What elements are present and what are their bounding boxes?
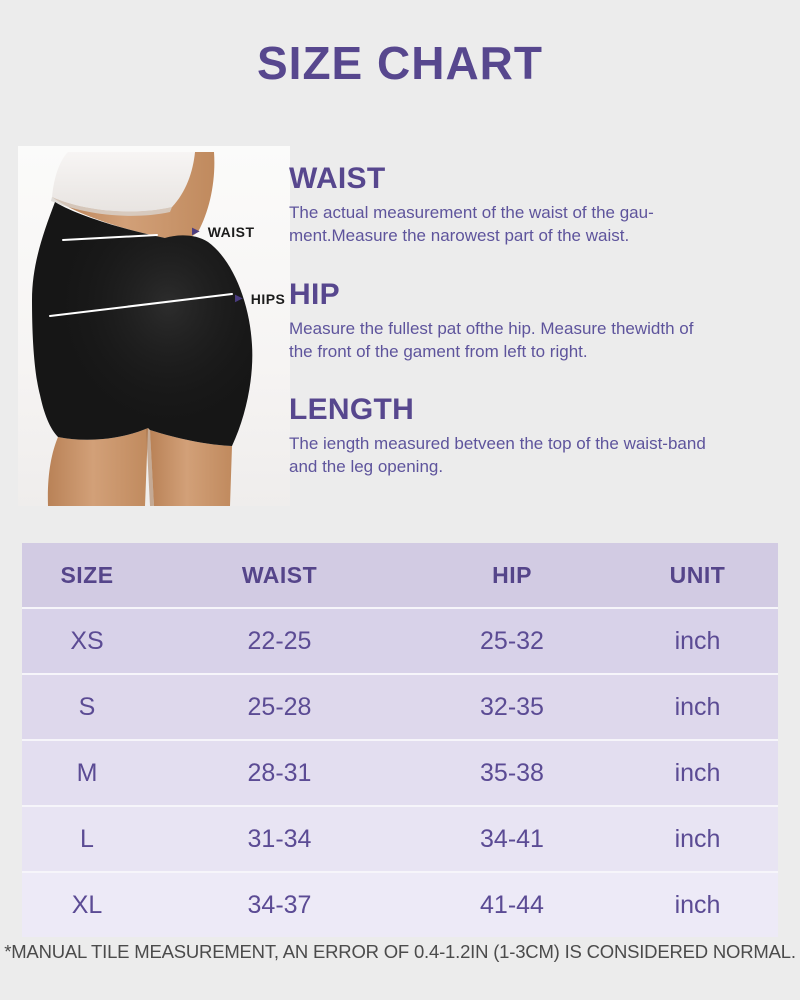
- waist-callout-label: WAIST: [207, 224, 255, 240]
- waist-callout: [192, 224, 255, 240]
- model-photo: [18, 146, 290, 506]
- cell-hip: 35-38: [480, 758, 544, 787]
- table-row-s: [22, 675, 778, 739]
- table-row-l: [22, 807, 778, 871]
- cell-size: M: [76, 758, 98, 787]
- col-header-size: SIZE: [60, 561, 114, 588]
- triangle-right-icon: ▶: [192, 226, 200, 237]
- cell-waist: 34-37: [247, 890, 312, 919]
- cell-unit: inch: [674, 824, 721, 853]
- hips-callout: [235, 291, 285, 307]
- hips-callout-label: HIPS: [250, 291, 286, 307]
- cell-waist: 31-34: [247, 824, 312, 853]
- cell-size: XS: [70, 626, 104, 655]
- table-row-xl: [22, 873, 778, 937]
- cell-size: L: [80, 824, 94, 853]
- section-hip-heading: HIP: [289, 278, 340, 311]
- cell-size: S: [78, 692, 96, 721]
- table-header-row: [22, 543, 778, 607]
- section-hip: [289, 280, 769, 363]
- model-illustration: [18, 146, 290, 506]
- cell-waist: 25-28: [247, 692, 312, 721]
- section-length-line2: and the leg opening.: [289, 457, 444, 476]
- section-waist: [289, 164, 769, 247]
- cell-unit: inch: [674, 692, 721, 721]
- cell-unit: inch: [674, 758, 721, 787]
- cell-waist: 28-31: [247, 758, 312, 787]
- section-waist-line1: The actual measurement of the waist of the gau-: [289, 203, 654, 222]
- section-hip-line2: the front of the gament from left to right.: [289, 342, 588, 361]
- measurement-footnote: *MANUAL TILE MEASUREMENT, AN ERROR OF 0.4-1.2IN (1-3CM) IS CONSIDERED NORMAL.: [4, 941, 796, 962]
- cell-hip: 34-41: [480, 824, 544, 853]
- col-header-hip: HIP: [492, 561, 532, 588]
- section-length-line1: The iength measured betveen the top of the waist-band: [289, 434, 706, 453]
- triangle-right-icon: ▶: [235, 293, 243, 304]
- section-length: [289, 395, 769, 478]
- crop-top: [52, 152, 195, 212]
- section-waist-line2: ment.Measure the narowest part of the waist.: [289, 226, 630, 245]
- cell-unit: inch: [674, 890, 721, 919]
- cell-hip: 32-35: [480, 692, 544, 721]
- cell-hip: 25-32: [480, 626, 544, 655]
- col-header-waist: WAIST: [241, 561, 318, 588]
- section-hip-line1: Measure the fullest pat ofthe hip. Measure thewidth of: [289, 319, 694, 338]
- cell-size: XL: [71, 890, 103, 919]
- cell-waist: 22-25: [247, 626, 312, 655]
- table-row-xs: [22, 609, 778, 673]
- size-table: [22, 543, 778, 937]
- cell-unit: inch: [674, 626, 721, 655]
- section-length-heading: LENGTH: [289, 393, 415, 426]
- page-title: SIZE CHART: [257, 37, 543, 89]
- table-row-m: [22, 741, 778, 805]
- cell-hip: 41-44: [480, 890, 544, 919]
- col-header-unit: UNIT: [669, 561, 726, 588]
- section-waist-heading: WAIST: [289, 162, 386, 195]
